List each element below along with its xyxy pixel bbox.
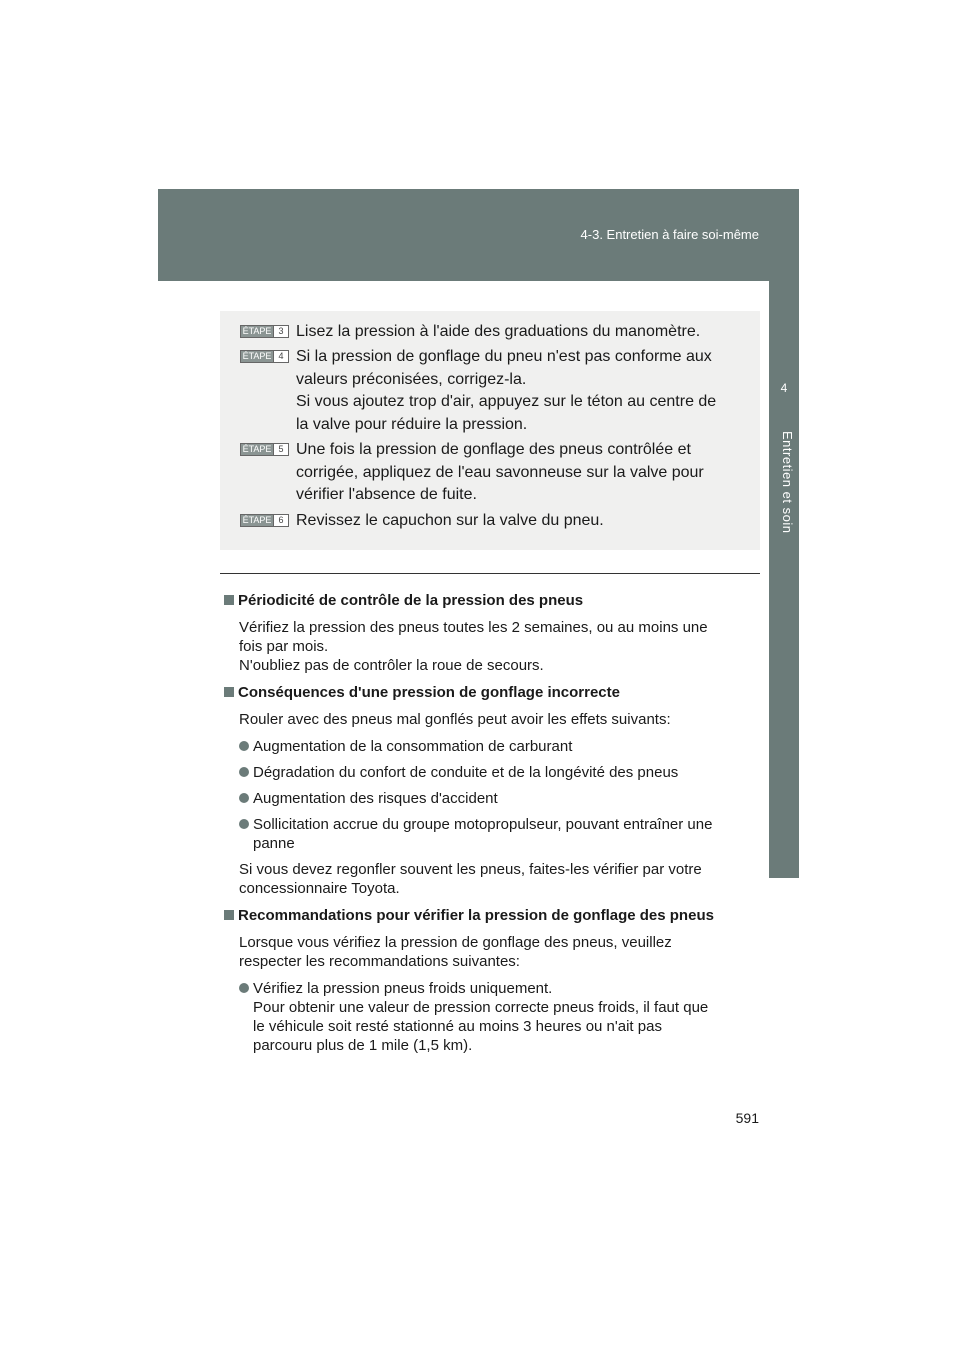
step-text-line: la valve pour réduire la pression. (296, 415, 528, 433)
step-5 (240, 439, 737, 507)
paragraph (239, 933, 754, 971)
section-header-title: 4-3. Entretien à faire soi-même (580, 227, 759, 242)
step-badge (240, 514, 289, 527)
list-item (239, 979, 754, 1055)
paragraph-line: Vérifiez la pression des pneus toutes les 2 semaines, ou au moins une (239, 619, 708, 636)
step-text-line: Revissez le capuchon sur la valve du pneu. (296, 512, 604, 529)
steps-box (220, 311, 760, 550)
list-item-line: Augmentation des risques d'accident (253, 790, 498, 807)
step-badge-label: ÉTAPE (242, 351, 272, 361)
step-text-line: Si la pression de gonflage du pneu n'est pas conforme aux (296, 348, 712, 365)
square-bullet-icon (224, 910, 234, 920)
list-item-line: Dégradation du confort de conduite et de la longévité des pneus (253, 764, 679, 781)
list-item (239, 789, 754, 808)
list-item-line: Sollicitation accrue du groupe motopropulseur, pouvant entraîner une (253, 816, 713, 833)
paragraph-line: Lorsque vous vérifiez la pression de gonflage des pneus, veuillez (239, 934, 672, 951)
section-title-consequences (222, 683, 754, 702)
paragraph (239, 710, 754, 729)
round-bullet-icon (239, 983, 249, 993)
list-item (239, 815, 754, 853)
section-title-periodicite (222, 591, 754, 610)
paragraph-line: respecter les recommandations suivantes: (239, 953, 520, 970)
paragraph-line: Si vous devez regonfler souvent les pneus, faites-les vérifier par votre (239, 861, 702, 878)
step-text (296, 321, 737, 344)
section-title-recommandations (222, 906, 754, 925)
list-item-line: le véhicule soit resté stationné au moins 3 heures ou n'ait pas (253, 1018, 662, 1035)
step-badge-label: ÉTAPE (242, 515, 272, 525)
paragraph (239, 618, 754, 675)
paragraph-line: N'oubliez pas de contrôler la roue de secours. (239, 657, 544, 674)
section-title-text: Conséquences d'une pression de gonflage incorrecte (238, 684, 620, 701)
step-text-line: Si vous ajoutez trop d'air, appuyez sur le téton au centre de (296, 393, 717, 410)
list-item-line: parcouru plus de 1 mile (1,5 km). (253, 1037, 473, 1054)
step-badge-number: 5 (273, 444, 288, 455)
step-badge (240, 325, 289, 338)
step-text-line: valeurs préconisées, corrigez-la. (296, 370, 527, 388)
step-4 (240, 346, 737, 436)
step-3 (240, 321, 737, 344)
list-item-line: panne (253, 835, 295, 852)
list-item-line: Pour obtenir une valeur de pression correcte pneus froids, il faut que (253, 999, 709, 1016)
square-bullet-icon (224, 595, 234, 605)
paragraph (239, 860, 754, 898)
step-badge-number: 6 (273, 515, 288, 526)
step-text (296, 510, 737, 533)
main-content (222, 591, 754, 1062)
section-title-text: Recommandations pour vérifier la pression de gonflage des pneus (238, 907, 714, 924)
step-badge (240, 350, 289, 363)
list-item-line: Vérifiez la pression pneus froids uniquement. (253, 980, 553, 997)
paragraph-line: Rouler avec des pneus mal gonflés peut avoir les effets suivants: (239, 711, 671, 728)
step-text-line: corrigée, appliquez de l'eau savonneuse sur la valve pour (296, 463, 704, 481)
paragraph-line: concessionnaire Toyota. (239, 880, 400, 897)
chapter-label: Entretien et soin (780, 431, 795, 534)
list-item-line: Augmentation de la consommation de carburant (253, 738, 573, 755)
round-bullet-icon (239, 793, 249, 803)
step-text (296, 439, 737, 507)
header-band (158, 189, 799, 281)
section-title-text: Périodicité de contrôle de la pression des pneus (238, 592, 584, 609)
step-text-line: vérifier l'absence de fuite. (296, 486, 477, 503)
round-bullet-icon (239, 819, 249, 829)
step-text-line: Une fois la pression de gonflage des pneus contrôlée et (296, 441, 691, 458)
chapter-number: 4 (780, 381, 788, 395)
round-bullet-icon (239, 767, 249, 777)
step-text (296, 346, 737, 436)
step-badge (240, 443, 289, 456)
step-badge-number: 4 (273, 351, 288, 362)
round-bullet-icon (239, 741, 249, 751)
chapter-side-tab (769, 281, 799, 878)
step-badge-label: ÉTAPE (242, 444, 272, 454)
section-divider (220, 573, 760, 574)
step-badge-label: ÉTAPE (242, 326, 272, 336)
step-6 (240, 510, 737, 533)
step-badge-number: 3 (273, 326, 288, 337)
square-bullet-icon (224, 687, 234, 697)
paragraph-line: fois par mois. (239, 638, 329, 655)
list-item (239, 737, 754, 756)
page-number: 591 (735, 1110, 759, 1126)
list-item (239, 763, 754, 782)
step-text-line: Lisez la pression à l'aide des graduations du manomètre. (296, 323, 701, 340)
